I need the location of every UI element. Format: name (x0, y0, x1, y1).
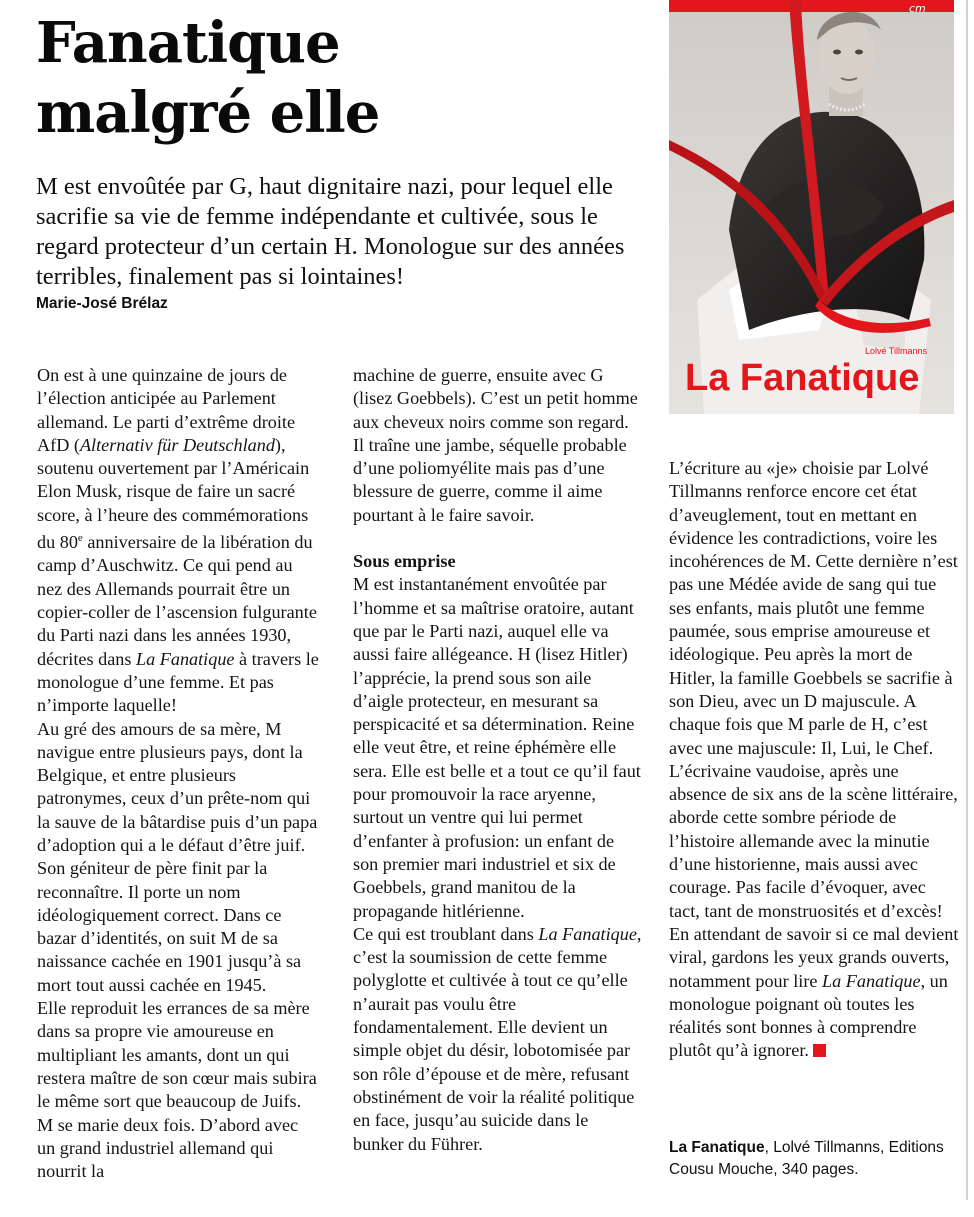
spacer (353, 527, 643, 550)
body-column-1 (37, 364, 319, 1183)
cover-corner-mark: cm (909, 2, 926, 15)
text-run: , c’est la soumission de cette femme polyglotte et cultivée à tout ce qu’elle n’aurait pas voulu être fondamentalement. Elle devient un simple objet du désir, lobotomisée par son rôle d’épouse et de mère, refusant obstinément de voir la réalité politique en face, jusqu’au suicide dans le bunker du Führer. (353, 923, 642, 1154)
body-column-3 (669, 457, 959, 1063)
italic-book-title: La Fanatique (135, 648, 235, 669)
superscript: e (77, 532, 83, 545)
text-run: L’écrivaine vaudoise, après une absence de six ans de la scène littéraire, aborde cette sombre période de l’histoire allemande avec la minutie d’une historienne, mais aussi avec courage. Pas facile d’évoquer, avec tact, tant de monstruosités et d’excès! En attendant de savoir si ce mal devient viral, gardons les yeux grands ouverts, notamment pour lire (669, 760, 959, 991)
body-column-2 (353, 364, 643, 1156)
title-line-2: malgré elle (36, 80, 380, 146)
paragraph: Au gré des amours de sa mère, M navigue entre plusieurs pays, dont la Belgique, et entre plusieurs patronymes, ceux d’un prête-nom qui la sauve de la bâtardise puis d’un papa d’adoption qui a le défaut d’être juif. Son géniteur de père finit par la reconnaître. Il porte un nom idéologiquement correct. Dans ce bazar d’identités, on suit M de sa naissance cachée en 1901 jusqu’à sa mort tout aussi cachée en 1945. (37, 718, 318, 995)
paragraph: M est instantanément envoûtée par l’homme et sa maîtrise oratoire, autant que par le Parti nazi, auquel elle va aussi faire allégeance. H (lisez Hitler) l’apprécie, la prend sous son aile d’aigle protecteur, en mesurant sa perspicacité et sa détermination. Reine elle veut être, et reine éphémère elle sera. Elle est belle et a tout ce qu’il faut pour promouvoir la race aryenne, surtout un ventre qui lui permet d’enfanter à profusion: un enfant de son premier mari industriel et six de Goebbels, grand manitou de la propagande hitlérienne. (353, 574, 641, 921)
italic-book-title: La Fanatique (538, 923, 637, 944)
article-lede: M est envoûtée par G, haut dignitaire nazi, pour lequel elle sacrifie sa vie de femme indépendante et cultivée, sous le regard protecteur d’un certain H. Monologue sur des années terribles, finalement pas si lointaines! (36, 173, 625, 290)
text-run: anniversaire de la libération du camp d’Auschwitz. Ce qui pend au nez des Allemands pourrait être un copier-coller de l’ascension fulgurante du Parti nazi dans les années 1930, décrites dans (37, 532, 317, 669)
book-cover-illustration (669, 0, 954, 414)
byline: Marie-José Brélaz (36, 295, 168, 312)
column-rule (966, 0, 968, 1200)
book-cover-image (669, 0, 954, 414)
text-run: ), soutenu ouvertement par l’Américain Elon Musk, risque de faire un sacré score, à l’heure des commémorations du 80 (37, 434, 310, 553)
text-run: Ce qui est troublant dans (353, 923, 539, 944)
italic-book-title: La Fanatique (822, 970, 921, 991)
paragraph (37, 364, 319, 718)
paragraph (669, 760, 959, 1063)
paragraph: L’écriture au «je» choisie par Lolvé Tillmanns renforce encore cet état d’aveuglement, tout en mettant en évidence les contradictions, voire les incohérences de M. Cette dernière n’est pas une Médée avide de sang qui tue ses enfants, mais plutôt une femme paumée, sous emprise amoureuse et idéologique. Peu après la mort de Hitler, la famille Goebbels se sacrifie à son Dieu, avec un D majuscule. A chaque fois que M parle de H, c’est avec une majuscule: Il, Lui, le Chef. (669, 458, 958, 758)
article-title (36, 8, 379, 148)
credit-details: , Lolvé Tillmanns, Editions Cousu Mouche, 340 pages. (669, 1139, 944, 1178)
subheading: Sous emprise (353, 551, 456, 572)
italic-party-name: Alternativ für Deutschland (79, 434, 275, 455)
text-run: , un monologue poignant où toutes les réalités sont bonnes à comprendre plutôt qu’à ignorer. (669, 970, 948, 1061)
paragraph: Elle reproduit les errances de sa mère dans sa propre vie amoureuse en multipliant les amants, dont un qui restera maître de son cœur mais subira le même sort que beaucoup de Juifs. M se marie deux fois. D’abord avec un grand industriel allemand qui nourrit la (37, 998, 317, 1182)
paragraph (353, 923, 643, 1156)
book-credit (669, 1137, 959, 1181)
credit-book-title: La Fanatique (669, 1139, 765, 1156)
text-run: On est à une quinzaine de jours de l’élection anticipée au Parlement allemand. Le parti d’extrême droite AfD ( (37, 365, 296, 455)
text-run: à travers le monologue d’une femme. Et pas n’importe laquelle! (37, 648, 319, 716)
paragraph: machine de guerre, ensuite avec G (lisez Goebbels). C’est un petit homme aux cheveux noirs comme son regard. Il traîne une jambe, séquelle probable d’une poliomyélite mais pas d’une blessure de guerre, comme il aime pourtant à le faire savoir. (353, 365, 638, 525)
end-mark-icon (813, 1044, 826, 1057)
cover-title: La Fanatique (685, 357, 920, 399)
title-line-1: Fanatique (36, 10, 340, 76)
cover-author: Lolvé Tillmanns (865, 346, 928, 356)
